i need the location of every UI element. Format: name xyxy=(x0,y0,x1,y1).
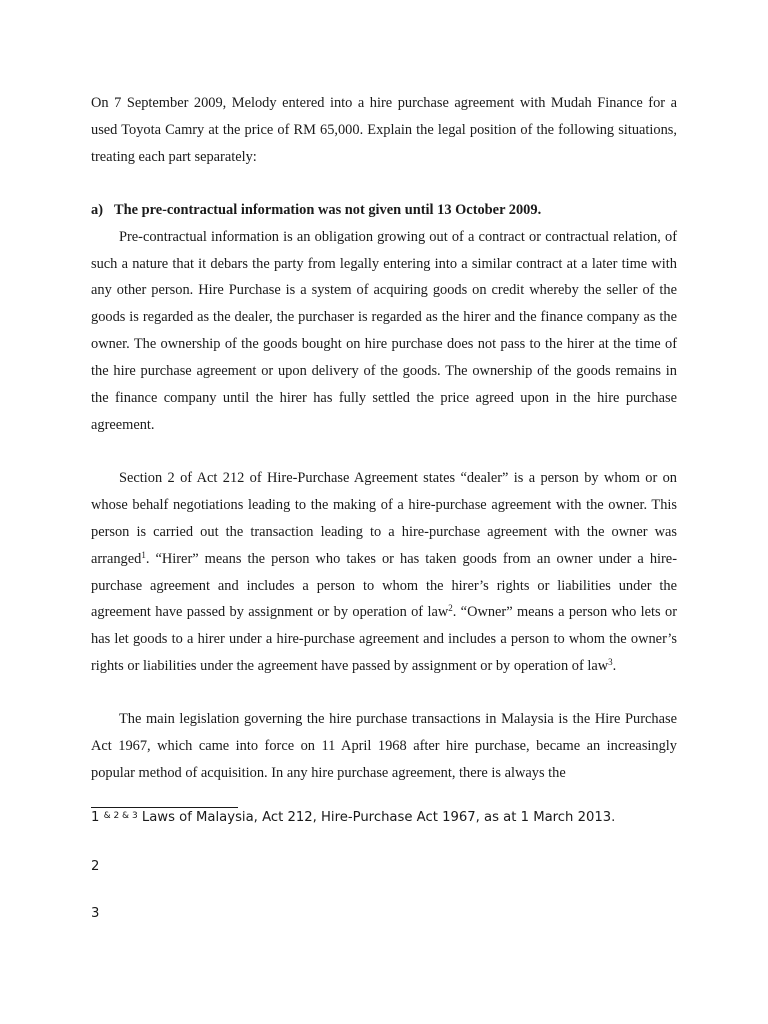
spacer xyxy=(91,680,677,706)
paragraph-section-2-definitions: Section 2 of Act 212 of Hire-Purchase Agreement states “dealer” is a person by whom or on whose behalf negotiations leading to the making of a hire-purchase agreement with the owner. This person is carried out the transaction leading to a hire-purchase agreement with the owner was arranged$^1$. “Hirer” means the person who takes or has taken goods from an owner under a hire-purchase agreement and includes a person to whom the hirer’s rights or liabilities under the agreement have passed by assignment or by operation of law$^2$. “Owner” means a person who lets or has let goods to a hirer under a hire-purchase agreement and includes a person to whom the owner’s rights or liabilities under the agreement have passed by assignment or by operation of law$^3$. xyxy=(91,469,677,675)
paragraph-main-legislation: The main legislation governing the hire purchase transactions in Malaysia is the Hire Purchase Act 1967, which came into force on 11 April 1968 after hire purchase, became an increasingly popular method of acquisition. In any hire purchase agreement, there is always the xyxy=(91,711,677,781)
footnote-1-number: 1 xyxy=(91,810,100,825)
document-body xyxy=(91,90,677,787)
spacer xyxy=(91,439,677,465)
footnote-1 xyxy=(91,808,615,828)
footnote-ref-3[interactable]: 3 xyxy=(608,657,613,668)
footnote-1-text: Laws of Malaysia, Act 212, Hire-Purchase Act 1967, as at 1 March 2013. xyxy=(141,810,616,825)
footnote-2-number: 2 xyxy=(91,859,100,874)
section-a-heading xyxy=(91,197,677,224)
section-a-marker: a) xyxy=(91,201,103,218)
footnote-3-number: 3 xyxy=(91,906,100,921)
paragraph-pre-contractual: Pre-contractual information is an obligation growing out of a contract or contractual relation, of such a nature that it debars the party from legally entering into a similar contract at a later time with any other person. Hire Purchase is a system of acquiring goods on credit whereby the seller of the goods is regarded as the dealer, the purchaser is regarded as the hirer and the finance company as the owner. The ownership of the goods bought on hire purchase does not pass to the hirer at the time of the hire purchase agreement or upon delivery of the goods. The ownership of the goods remains in the finance company until the hirer has fully settled the price agreed upon in the hire purchase agreement. xyxy=(91,228,677,433)
section-a-title: The pre-contractual information was not given until 13 October 2009. xyxy=(114,201,542,218)
intro-paragraph: On 7 September 2009, Melody entered into a hire purchase agreement with Mudah Finance for a used Toyota Camry at the price of RM 65,000. Explain the legal position of the following situations, treating each part separately: xyxy=(91,95,677,165)
footnote-ref-1[interactable]: 1 xyxy=(141,549,146,560)
spacer xyxy=(91,171,677,197)
footnote-1-mark: & 2 & 3 xyxy=(103,811,138,821)
footnote-ref-2[interactable]: 2 xyxy=(448,603,453,614)
